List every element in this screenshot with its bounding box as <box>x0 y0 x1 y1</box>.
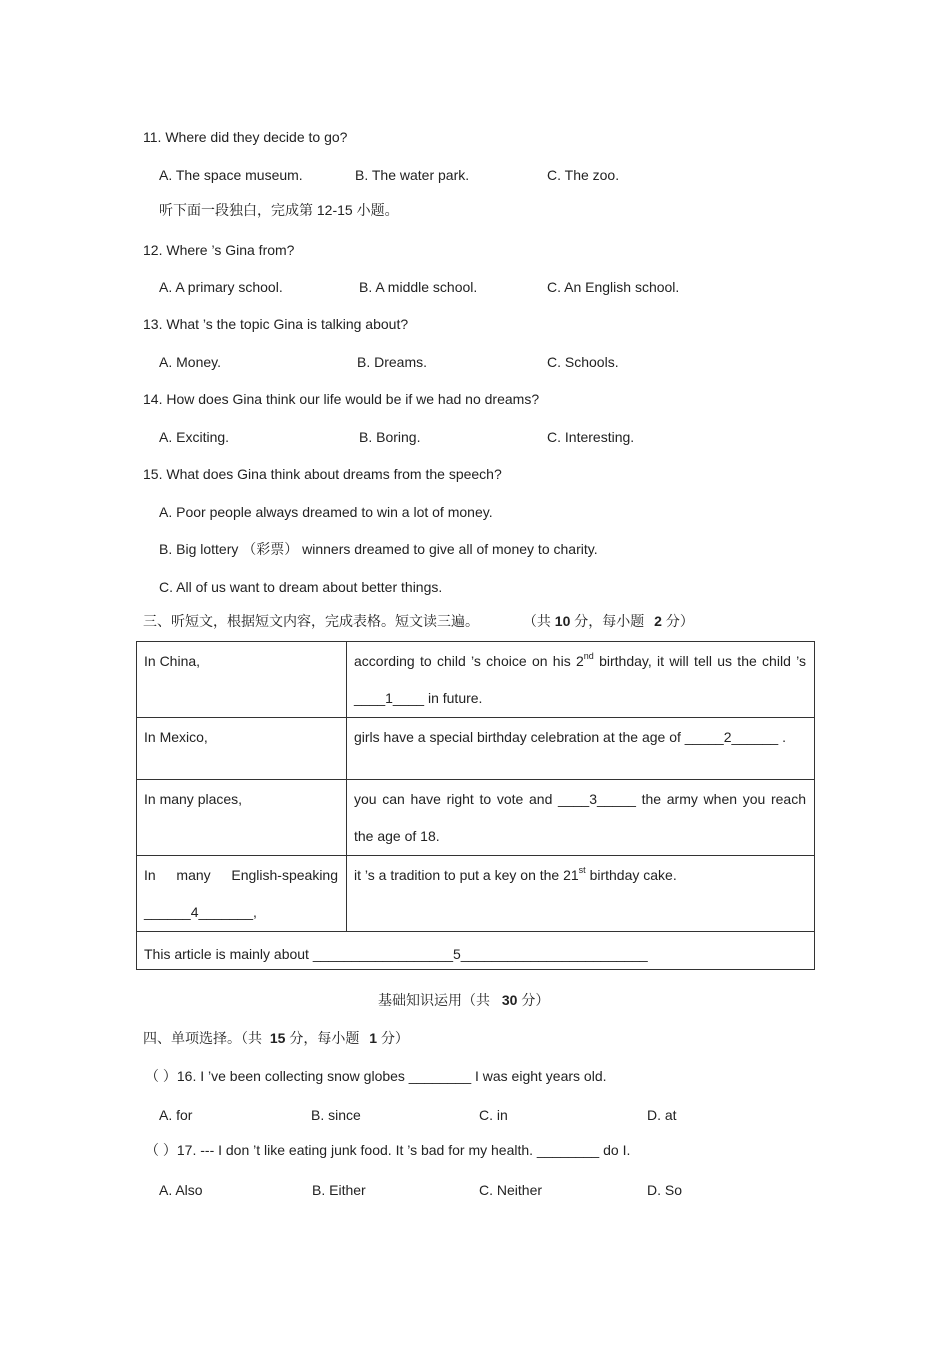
ordinal-suffix: nd <box>583 651 594 661</box>
table-cell-detail-text-continued: birthday cake. <box>585 867 677 883</box>
table-cell-detail <box>347 642 815 718</box>
question-17-option-d: D. So <box>647 1182 683 1198</box>
table-cell-place: In many English-speaking ______4_______, <box>137 856 347 932</box>
section-3-score-total: 10 <box>554 613 571 629</box>
question-13-option-c: C. Schools. <box>547 354 619 370</box>
question-16-stem: （ ）16. I ’ve been collecting snow globes ________ I was eight years old. <box>145 1068 607 1084</box>
question-15-option-a: A. Poor people always dreamed to win a lot of money. <box>159 504 493 520</box>
instruction-12-15: 听下面一段独白，完成第 12-15 小题。 <box>159 202 399 218</box>
question-13-option-a: A. Money. <box>159 354 221 370</box>
part-heading-text: 基础知识运用（共 <box>378 992 490 1008</box>
section-3-heading <box>143 612 694 630</box>
question-11-stem: 11. Where did they decide to go? <box>143 129 348 145</box>
question-14-stem: 14. How does Gina think our life would be if we had no dreams? <box>143 391 540 407</box>
table-row <box>137 932 815 970</box>
table-cell-detail-text: according to child ’s choice on his 2 <box>354 653 584 669</box>
question-13-option-b: B. Dreams. <box>357 354 428 370</box>
table-row <box>137 780 815 856</box>
section-4-score-total: 15 <box>269 1030 286 1046</box>
question-12-option-c: C. An English school. <box>547 279 680 295</box>
question-15-option-c: C. All of us want to dream about better things. <box>159 579 443 595</box>
table-cell-detail <box>347 780 815 856</box>
question-16-option-c: C. in <box>479 1107 508 1123</box>
ordinal-suffix: st <box>578 865 586 875</box>
table-summary-cell: This article is mainly about __________________5________________________ <box>137 932 815 970</box>
part-heading <box>378 991 549 1009</box>
section-4-score-mid: 分，每小题 <box>289 1030 360 1046</box>
table-cell-detail-text-continued: birthday, it will tell us the child ’s ____1____ in future. <box>354 653 806 706</box>
question-17-option-a: A. Also <box>159 1182 203 1198</box>
section-3-score-each: 2 <box>654 613 662 629</box>
question-11-option-a: A. The space museum. <box>159 167 303 183</box>
table-cell-place: In Mexico, <box>137 718 347 780</box>
table-cell-detail-text: you can have right to vote and ____3_____ the army when you reach the age of 18. <box>354 791 806 844</box>
question-12-option-b: B. A middle school. <box>359 279 478 295</box>
question-16-option-b: B. since <box>311 1107 361 1123</box>
question-14-option-c: C. Interesting. <box>547 429 635 445</box>
section-4-score-each: 1 <box>369 1030 378 1046</box>
fill-in-table <box>136 641 815 970</box>
question-16-option-d: D. at <box>647 1107 677 1123</box>
part-heading-suffix: 分） <box>521 992 550 1008</box>
section-3-score-suffix: 分） <box>665 613 694 629</box>
table-cell-detail <box>347 718 815 780</box>
question-14-option-b: B. Boring. <box>359 429 421 445</box>
table-row <box>137 718 815 780</box>
question-12-stem: 12. Where ’s Gina from? <box>143 242 295 258</box>
table-cell-detail <box>347 856 815 932</box>
section-4-score-suffix: 分） <box>380 1030 409 1046</box>
question-13-stem: 13. What ’s the topic Gina is talking about? <box>143 316 409 332</box>
section-3-title: 三、听短文，根据短文内容，完成表格。短文读三遍。 <box>143 613 479 629</box>
part-heading-score: 30 <box>501 992 518 1008</box>
table-cell-place: In China, <box>137 642 347 718</box>
question-15-option-b: B. Big lottery （彩票） winners dreamed to give all of money to charity. <box>159 541 598 557</box>
question-17-option-c: C. Neither <box>479 1182 543 1198</box>
question-14-option-a: A. Exciting. <box>159 429 230 445</box>
section-3-score-prefix: （共 <box>522 613 551 629</box>
table-row <box>137 856 815 932</box>
question-17-option-b: B. Either <box>312 1182 366 1198</box>
section-3-score-mid: 分，每小题 <box>574 613 645 629</box>
section-4-title: 四、单项选择。（共 <box>143 1030 262 1046</box>
table-cell-detail-text: girls have a special birthday celebration at the age of _____2______ . <box>354 729 786 745</box>
question-15-stem: 15. What does Gina think about dreams from the speech? <box>143 466 502 482</box>
question-16-option-a: A. for <box>159 1107 193 1123</box>
section-4-heading <box>143 1029 409 1047</box>
table-cell-place: In many places, <box>137 780 347 856</box>
question-11-option-b: B. The water park. <box>355 167 470 183</box>
question-11-option-c: C. The zoo. <box>547 167 620 183</box>
table-cell-detail-text: it ’s a tradition to put a key on the 21 <box>354 867 579 883</box>
question-12-option-a: A. A primary school. <box>159 279 283 295</box>
table-row <box>137 642 815 718</box>
question-17-stem: （ ）17. --- I don ’t like eating junk food. It ’s bad for my health. ________ do I. <box>145 1142 631 1158</box>
